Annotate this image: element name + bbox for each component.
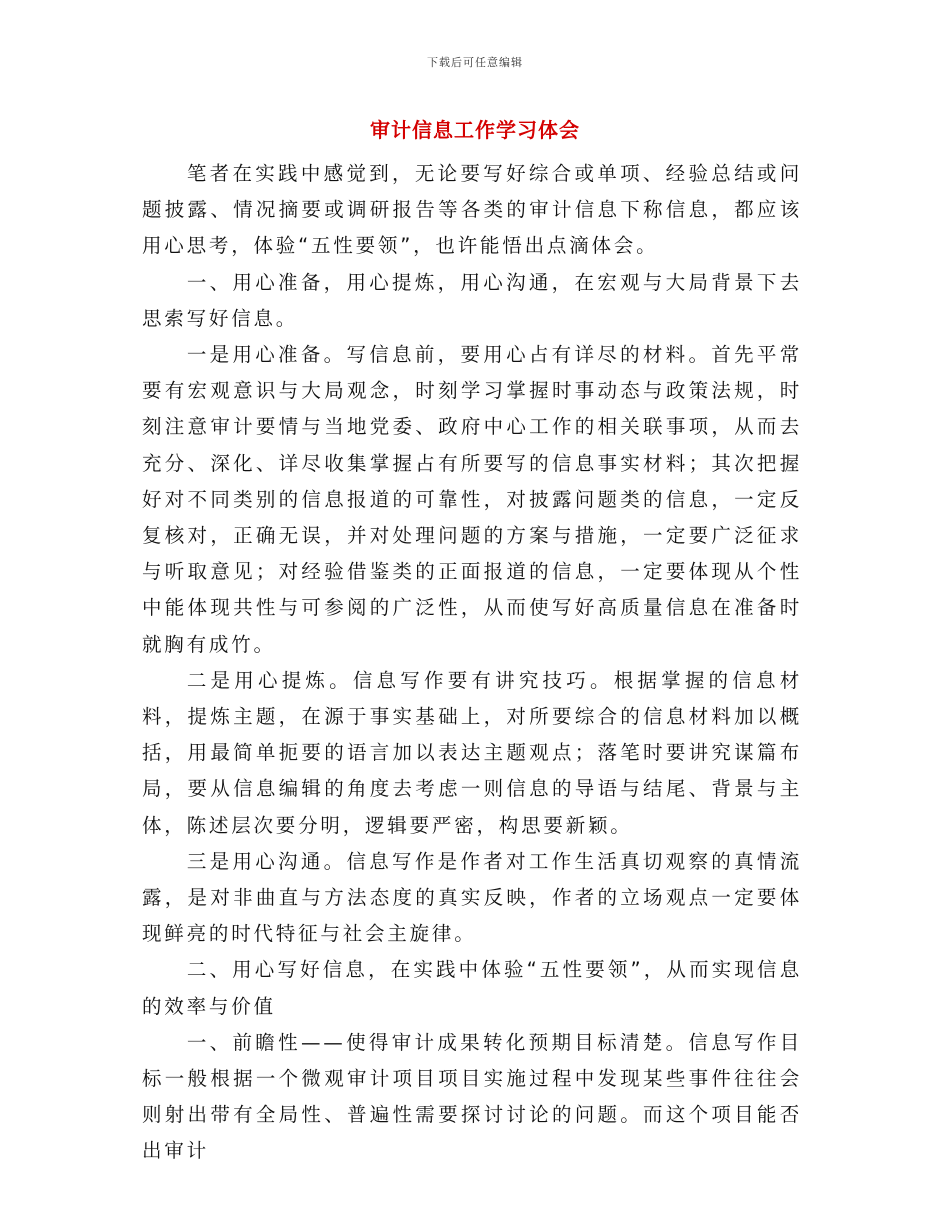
document-body bbox=[142, 156, 802, 1170]
paragraph-preparation: 一是用心准备。写信息前，要用心占有详尽的材料。首先平常要有宏观意识与大局观念，时刻学习掌握时事动态与政策法规，时刻注意审计要情与当地党委、政府中心工作的相关联事项，从而去充分、深化、详尽收集掌握占有所要写的信息事实材料；其次把握好对不同类别的信息报道的可靠性，对披露问题类的信息，一定反复核对，正确无误，并对处理问题的方案与措施，一定要广泛征求与听取意见；对经验借鉴类的正面报道的信息，一定要体现从个性中能体现共性与可参阅的广泛性，从而使写好高质量信息在准备时就胸有成竹。 bbox=[142, 343, 802, 656]
paragraph-section-one-heading: 一、用心准备，用心提炼，用心沟通，在宏观与大局背景下去思索写好信息。 bbox=[142, 270, 802, 330]
document-title: 审计信息工作学习体会 bbox=[370, 118, 580, 142]
paragraph-section-two-heading: 二、用心写好信息，在实践中体验“五性要领”，从而实现信息的效率与价值 bbox=[142, 958, 802, 1018]
paragraph-foresight: 一、前瞻性——使得审计成果转化预期目标清楚。信息写作目标一般根据一个微观审计项目项目实施过程中发现某些事件往往会则射出带有全局性、普遍性需要探讨讨论的问题。而这个项目能否出审计 bbox=[142, 1030, 802, 1163]
paragraph-communication: 三是用心沟通。信息写作是作者对工作生活真切观察的真情流露，是对非曲直与方法态度的真实反映，作者的立场观点一定要体现鲜亮的时代特征与社会主旋律。 bbox=[142, 849, 802, 946]
paragraph-intro: 笔者在实践中感觉到，无论要写好综合或单项、经验总结或问题披露、情况摘要或调研报告等各类的审计信息下称信息，都应该用心思考，体验“五性要领”，也许能悟出点滴体会。 bbox=[142, 162, 802, 258]
paragraph-refinement: 二是用心提炼。信息写作要有讲究技巧。根据掌握的信息材料，提炼主题，在源于事实基础上，对所要综合的信息材料加以概括，用最简单扼要的语言加以表达主题观点；落笔时要讲究谋篇布局，要从信息编辑的角度去考虑一则信息的导语与结尾、背景与主体，陈述层次要分明，逻辑要严密，构思要新颖。 bbox=[142, 668, 802, 837]
header-note: 下载后可任意编辑 bbox=[427, 56, 523, 69]
